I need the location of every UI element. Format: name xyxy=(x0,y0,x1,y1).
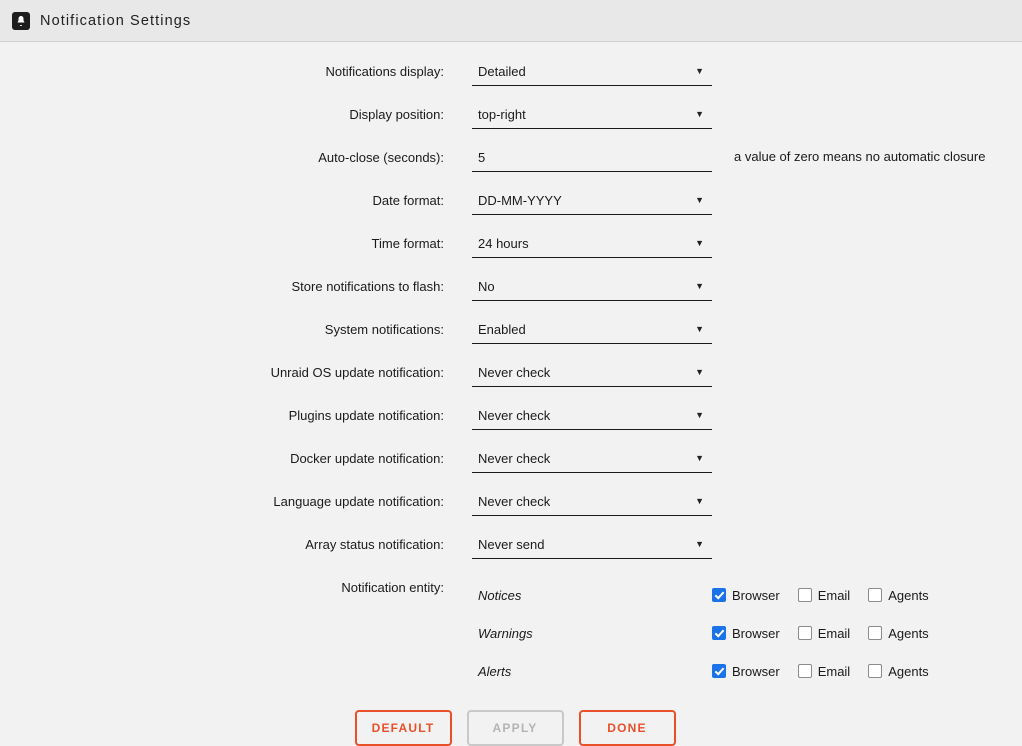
row-date-format xyxy=(0,189,1022,215)
notification-entity-matrix xyxy=(472,576,929,690)
chevron-down-icon: ▼ xyxy=(695,238,704,248)
checkbox-label: Browser xyxy=(732,587,780,603)
label-notification-entity: Notification entity: xyxy=(341,580,444,595)
settings-form xyxy=(0,42,1022,746)
page-title: Notification Settings xyxy=(40,12,192,29)
entity-row-alerts xyxy=(472,652,929,690)
label-unraid-os-update-notification: Unraid OS update notification: xyxy=(270,365,444,380)
control-time-format[interactable] xyxy=(472,232,712,258)
control-date-format[interactable] xyxy=(472,189,712,215)
row-time-format xyxy=(0,232,1022,258)
checkbox-warnings-browser[interactable] xyxy=(712,626,780,641)
select-display-position[interactable] xyxy=(472,103,712,129)
chevron-down-icon: ▼ xyxy=(695,281,704,291)
checkbox-label: Agents xyxy=(888,625,929,641)
label-docker-update-notification: Docker update notification: xyxy=(290,451,444,466)
label-array-status-notification: Array status notification: xyxy=(305,537,444,552)
entity-label-notices: Notices xyxy=(478,587,522,603)
row-notifications-display xyxy=(0,60,1022,86)
row-language-update-notification xyxy=(0,490,1022,516)
chevron-down-icon: ▼ xyxy=(695,410,704,420)
control-language-update-notification[interactable] xyxy=(472,490,712,516)
checkbox-warnings-agents[interactable] xyxy=(868,626,928,641)
checkbox-alerts-email[interactable] xyxy=(798,664,851,679)
select-date-format[interactable] xyxy=(472,189,712,215)
row-plugins-update-notification xyxy=(0,404,1022,430)
checkbox-notices-email[interactable] xyxy=(798,588,851,603)
checkbox-label: Email xyxy=(817,587,851,603)
label-plugins-update-notification: Plugins update notification: xyxy=(288,408,444,423)
checkbox-box[interactable] xyxy=(868,626,882,640)
checkbox-box[interactable] xyxy=(798,588,812,602)
checkbox-box[interactable] xyxy=(798,626,812,640)
label-display-position: Display position: xyxy=(349,107,444,122)
row-notification-entity xyxy=(0,576,1022,690)
chevron-down-icon: ▼ xyxy=(695,367,704,377)
checkbox-label: Browser xyxy=(732,663,780,679)
row-docker-update-notification xyxy=(0,447,1022,473)
checkbox-box[interactable] xyxy=(712,664,726,678)
row-store-notifications-to-flash xyxy=(0,275,1022,301)
control-auto-close[interactable] xyxy=(472,146,712,172)
label-auto-close: Auto-close (seconds): xyxy=(318,150,444,165)
select-time-format[interactable] xyxy=(472,232,712,258)
entity-label-alerts: Alerts xyxy=(478,663,512,679)
label-time-format: Time format: xyxy=(371,236,444,251)
row-unraid-os-update-notification xyxy=(0,361,1022,387)
control-display-position[interactable] xyxy=(472,103,712,129)
row-auto-close xyxy=(0,146,1022,172)
select-store-notifications-to-flash[interactable] xyxy=(472,275,712,301)
row-array-status-notification xyxy=(0,533,1022,559)
select-language-update-notification[interactable] xyxy=(472,490,712,516)
control-store-notifications-to-flash[interactable] xyxy=(472,275,712,301)
apply-button[interactable]: APPLY xyxy=(467,710,564,746)
checkbox-notices-browser[interactable] xyxy=(712,588,780,603)
input-auto-close[interactable] xyxy=(472,146,712,172)
control-notifications-display[interactable] xyxy=(472,60,712,86)
checkbox-label: Agents xyxy=(888,587,929,603)
select-unraid-os-update-notification[interactable] xyxy=(472,361,712,387)
checkbox-alerts-agents[interactable] xyxy=(868,664,928,679)
checkbox-box[interactable] xyxy=(798,664,812,678)
default-button[interactable]: DEFAULT xyxy=(355,710,452,746)
chevron-down-icon: ▼ xyxy=(695,66,704,76)
entity-label-warnings: Warnings xyxy=(478,625,533,641)
control-system-notifications[interactable] xyxy=(472,318,712,344)
select-system-notifications[interactable] xyxy=(472,318,712,344)
label-notifications-display: Notifications display: xyxy=(325,64,444,79)
checkbox-box[interactable] xyxy=(712,588,726,602)
entity-row-warnings xyxy=(472,614,929,652)
row-system-notifications xyxy=(0,318,1022,344)
checkbox-label: Browser xyxy=(732,625,780,641)
chevron-down-icon: ▼ xyxy=(695,496,704,506)
checkbox-label: Email xyxy=(817,625,851,641)
entity-channels-warnings xyxy=(712,626,929,641)
select-array-status-notification[interactable] xyxy=(472,533,712,559)
control-unraid-os-update-notification[interactable] xyxy=(472,361,712,387)
checkbox-box[interactable] xyxy=(868,588,882,602)
window-titlebar xyxy=(0,0,1022,42)
row-display-position xyxy=(0,103,1022,129)
entity-row-notices xyxy=(472,576,929,614)
entity-channels-alerts xyxy=(712,664,929,679)
control-docker-update-notification[interactable] xyxy=(472,447,712,473)
control-plugins-update-notification[interactable] xyxy=(472,404,712,430)
done-button[interactable]: DONE xyxy=(579,710,676,746)
checkbox-label: Agents xyxy=(888,663,929,679)
select-plugins-update-notification[interactable] xyxy=(472,404,712,430)
label-date-format: Date format: xyxy=(372,193,444,208)
select-docker-update-notification[interactable] xyxy=(472,447,712,473)
hint-auto-close: a value of zero means no automatic closure xyxy=(734,149,986,164)
chevron-down-icon: ▼ xyxy=(695,109,704,119)
checkbox-box[interactable] xyxy=(712,626,726,640)
entity-channels-notices xyxy=(712,588,929,603)
label-system-notifications: System notifications: xyxy=(324,322,444,337)
checkbox-warnings-email[interactable] xyxy=(798,626,851,641)
label-language-update-notification: Language update notification: xyxy=(273,494,444,509)
checkbox-alerts-browser[interactable] xyxy=(712,664,780,679)
checkbox-notices-agents[interactable] xyxy=(868,588,928,603)
chevron-down-icon: ▼ xyxy=(695,453,704,463)
checkbox-box[interactable] xyxy=(868,664,882,678)
select-notifications-display[interactable] xyxy=(472,60,712,86)
bell-icon xyxy=(12,12,30,30)
label-store-notifications-to-flash: Store notifications to flash: xyxy=(291,279,444,294)
chevron-down-icon: ▼ xyxy=(695,539,704,549)
chevron-down-icon: ▼ xyxy=(695,195,704,205)
form-actions xyxy=(0,710,1022,746)
chevron-down-icon: ▼ xyxy=(695,324,704,334)
control-array-status-notification[interactable] xyxy=(472,533,712,559)
checkbox-label: Email xyxy=(817,663,851,679)
